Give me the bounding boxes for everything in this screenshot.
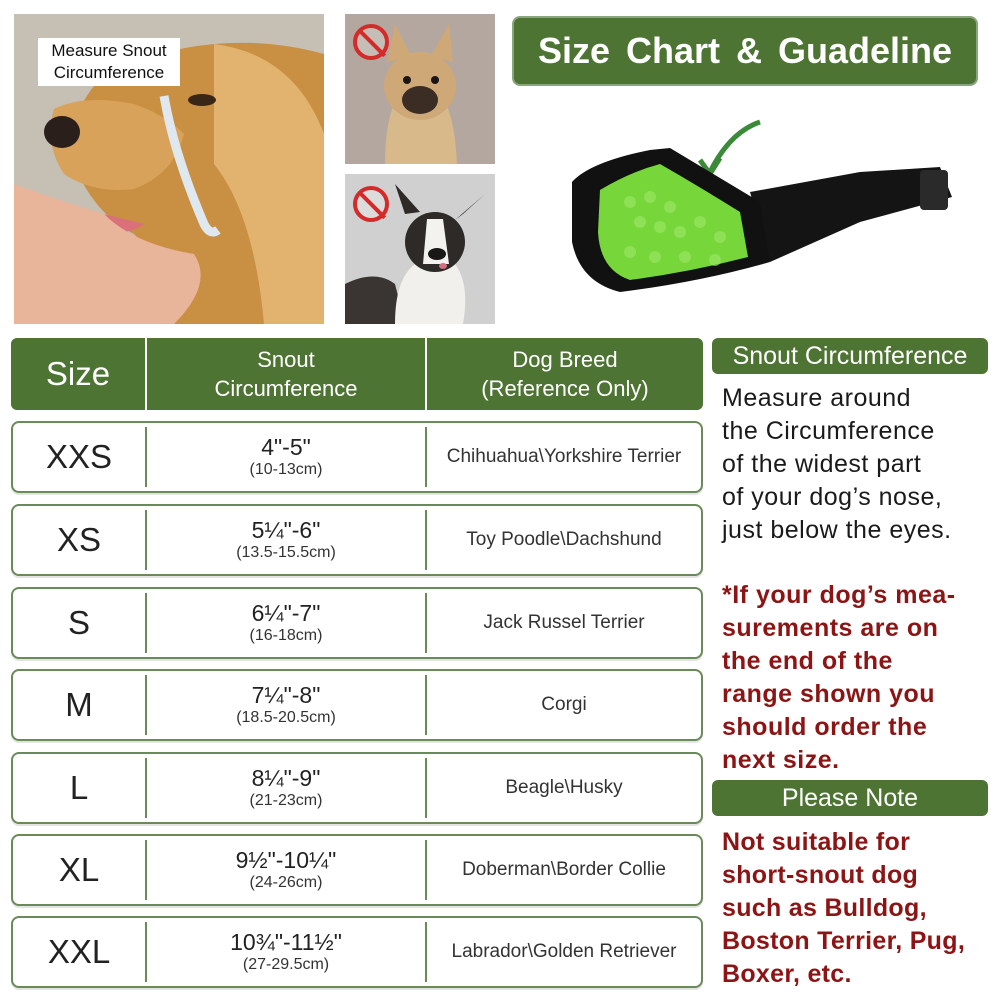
note-line: such as Bulldog,	[722, 894, 927, 922]
row-snout-inches: 6¼"-7"	[251, 600, 321, 626]
row-snout	[147, 836, 425, 904]
header-snout-line-2: Circumference	[214, 376, 358, 401]
row-snout	[147, 918, 425, 986]
table-row	[11, 752, 703, 824]
no-entry-icon	[353, 24, 389, 60]
header-breed	[427, 338, 703, 410]
row-snout	[147, 671, 425, 739]
note-line: Boston Terrier, Pug,	[722, 927, 966, 955]
size-table-header	[11, 338, 703, 410]
row-breed: Chihuahua\Yorkshire Terrier	[446, 446, 682, 467]
row-snout-cm: (16-18cm)	[249, 627, 323, 644]
bulldog-photo	[345, 14, 495, 164]
boston-terrier-photo	[345, 174, 495, 324]
row-snout-inches: 10¾"-11½"	[230, 929, 342, 955]
row-snout	[147, 506, 425, 574]
header-snout-line-1: Snout	[257, 347, 315, 372]
row-snout-cm: (13.5-15.5cm)	[236, 544, 336, 561]
header-breed-line-1: Dog Breed	[512, 347, 618, 372]
row-size: L	[69, 769, 89, 806]
table-row	[11, 834, 703, 906]
row-snout-inches: 4"-5"	[261, 434, 311, 460]
row-size: XXL	[47, 933, 111, 970]
warning-line: the end of the	[722, 647, 893, 675]
row-breed: Toy Poodle\Dachshund	[466, 529, 662, 550]
instruction-line: of the widest part	[722, 450, 922, 478]
page-title: Size Chart & Guadeline	[514, 18, 976, 84]
row-size: XXS	[45, 438, 113, 475]
row-size: XS	[56, 521, 102, 558]
muzzle-illustration	[560, 112, 960, 312]
sizing-warning	[722, 579, 992, 777]
warning-line: should order the	[722, 713, 928, 741]
row-size: S	[67, 604, 90, 641]
table-row	[11, 504, 703, 576]
instruction-line: the Circumference	[722, 417, 935, 445]
row-snout	[147, 754, 425, 822]
row-breed: Labrador\Golden Retriever	[451, 941, 677, 962]
snout-circumference-heading: Snout Circumference	[712, 338, 988, 374]
note-line: short-snout dog	[722, 861, 919, 889]
measure-label-line-1: Measure Snout	[51, 41, 167, 60]
row-snout	[147, 589, 425, 657]
please-note-text	[722, 826, 992, 991]
row-breed: Doberman\Border Collie	[462, 859, 666, 880]
warning-line: *If your dog’s mea-	[722, 581, 956, 609]
row-snout-inches: 7¼"-8"	[251, 682, 321, 708]
row-snout-cm: (18.5-20.5cm)	[236, 709, 336, 726]
measuring-photo	[14, 14, 324, 324]
row-breed: Beagle\Husky	[505, 777, 623, 798]
header-size: Size	[45, 355, 111, 392]
muzzle-product-image	[560, 112, 960, 312]
row-breed: Corgi	[541, 694, 587, 715]
row-snout-cm: (10-13cm)	[249, 461, 323, 478]
row-snout-inches: 9½"-10¼"	[235, 847, 337, 873]
note-line: Not suitable for	[722, 828, 911, 856]
row-snout-cm: (27-29.5cm)	[242, 956, 330, 973]
row-snout	[147, 423, 425, 491]
warning-line: surements are on	[722, 614, 939, 642]
table-row	[11, 916, 703, 988]
row-size: XL	[58, 851, 100, 888]
row-snout-cm: (21-23cm)	[249, 792, 323, 809]
header-breed-line-2: (Reference Only)	[481, 376, 649, 401]
note-line: Boxer, etc.	[722, 960, 852, 988]
table-row	[11, 587, 703, 659]
measure-instructions	[722, 382, 992, 547]
instruction-line: Measure around	[722, 384, 912, 412]
please-note-heading: Please Note	[712, 780, 988, 816]
measure-label-line-2: Circumference	[53, 63, 165, 82]
row-snout-inches: 8¼"-9"	[251, 765, 321, 791]
row-snout-inches: 5¼"-6"	[251, 517, 321, 543]
row-snout-cm: (24-26cm)	[249, 874, 323, 891]
instruction-line: just below the eyes.	[722, 516, 952, 544]
row-size: M	[65, 686, 93, 723]
table-row	[11, 669, 703, 741]
header-snout	[147, 338, 425, 410]
instruction-line: of your dog’s nose,	[722, 483, 943, 511]
table-row	[11, 421, 703, 493]
row-breed: Jack Russel Terrier	[483, 612, 645, 633]
warning-line: range shown you	[722, 680, 936, 708]
warning-line: next size.	[722, 746, 840, 774]
no-entry-icon	[353, 186, 389, 222]
measure-snout-label	[38, 38, 180, 86]
